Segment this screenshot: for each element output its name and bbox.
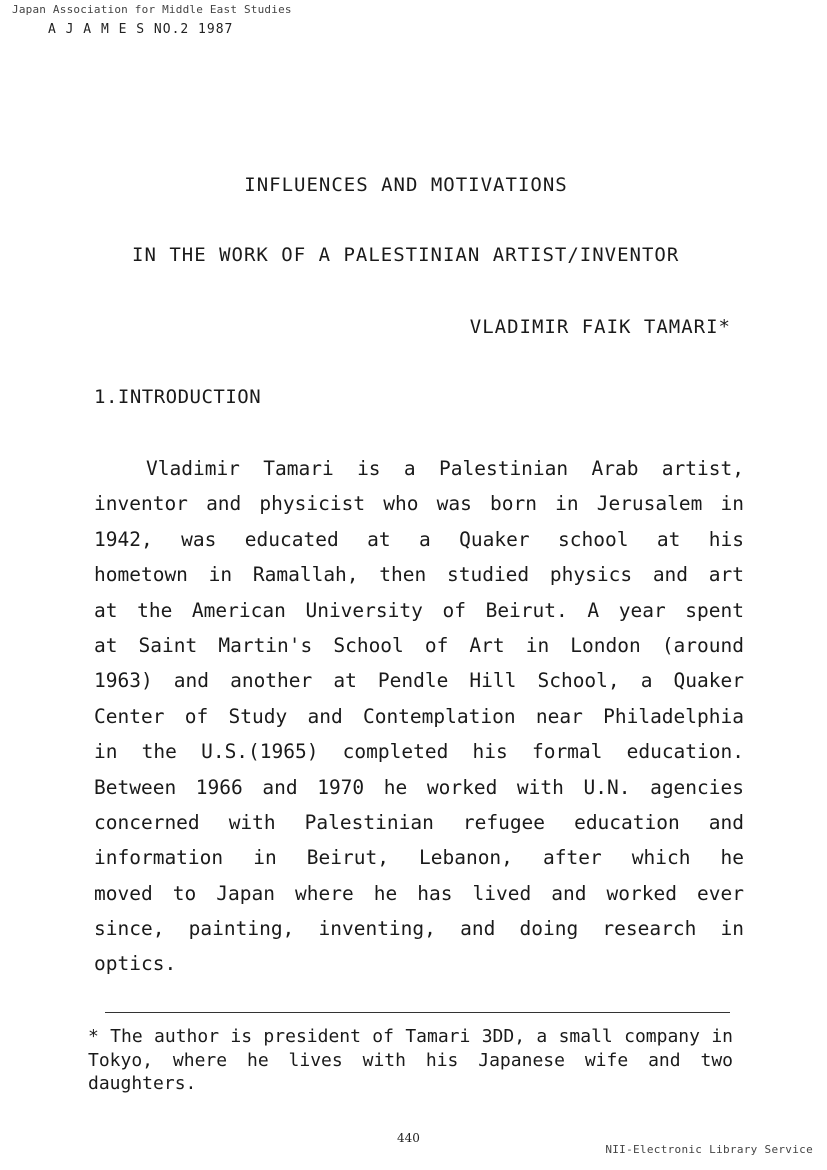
article-title-line-1: INFLUENCES AND MOTIVATIONS: [244, 174, 568, 196]
footnote-line: daughters.: [88, 1073, 197, 1094]
introduction-paragraph: [94, 455, 744, 986]
paragraph-line: Between 1966 and 1970 he worked with U.N. agencies: [94, 775, 744, 799]
article-title-line-2: IN THE WORK OF A PALESTINIAN ARTIST/INVENTOR: [132, 244, 680, 266]
paragraph-line: Center of Study and Contemplation near Philadelphia: [94, 704, 744, 728]
paragraph-line: at the American University of Beirut. A year spent: [94, 598, 744, 622]
author-name: VLADIMIR FAIK TAMARI*: [469, 316, 731, 338]
footnote-line: * The author is president of Tamari 3DD, a small company in: [88, 1026, 733, 1047]
paragraph-line: in the U.S.(1965) completed his formal education.: [94, 740, 744, 764]
paragraph-line: moved to Japan where he has lived and worked ever: [94, 881, 744, 905]
paragraph-line: 1942, was educated at a Quaker school at his: [94, 527, 744, 551]
paragraph-line: 1963) and another at Pendle Hill School, a Quaker: [94, 669, 744, 693]
footnote-divider: [105, 1012, 730, 1013]
association-header: Japan Association for Middle East Studies: [12, 3, 292, 16]
paragraph-line: information in Beirut, Lebanon, after which he: [94, 846, 744, 870]
paragraph-line: inventor and physicist who was born in Jerusalem in: [94, 492, 744, 516]
footnote-line: Tokyo, where he lives with his Japanese wife and two: [88, 1049, 733, 1071]
journal-issue: A J A M E S NO.2 1987: [48, 22, 234, 37]
paragraph-line: since, painting, inventing, and doing research in: [94, 917, 744, 941]
paragraph-line: optics.: [94, 952, 177, 976]
paragraph-line: Vladimir Tamari is a Palestinian Arab artist,: [146, 457, 744, 480]
author-footnote: [88, 1026, 733, 1097]
paragraph-line: concerned with Palestinian refugee education and: [94, 810, 744, 834]
library-service-credit: NII-Electronic Library Service: [605, 1143, 813, 1156]
paragraph-line: hometown in Ramallah, then studied physics and art: [94, 563, 744, 587]
page-number: 440: [397, 1131, 420, 1145]
section-heading: 1.INTRODUCTION: [94, 386, 262, 408]
paragraph-line: at Saint Martin's School of Art in London (around: [94, 633, 744, 657]
